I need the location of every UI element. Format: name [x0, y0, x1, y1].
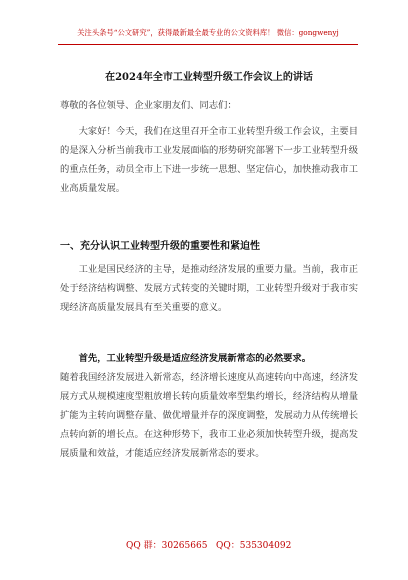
point1-paragraph — [60, 349, 358, 463]
footer-qq-group: QQ 群：30265665 — [126, 541, 208, 551]
header-banner: 关注头条号“公文研究”，获得最新最全最专业的公文资料库！ 微信：gongwenyj — [77, 28, 339, 37]
section-heading-1: 一、充分认识工业转型升级的重要性和紧迫性 — [60, 241, 260, 252]
intro-paragraph: 大家好！今天，我们在这里召开全市工业转型升级工作会议，主要目的是深入分析当前我市工业发展面临的形势研究部署下一步工业转型升级的重点任务，动员全市上下进一步统一思想、坚定信心，加快推动我市工业高质量发展。 — [60, 126, 358, 194]
point1-lead: 首先，工业转型升级是适应经济发展新常态的必然要求。 — [78, 353, 312, 364]
salutation: 尊敬的各位领导、企业家朋友们、同志们： — [60, 100, 237, 111]
point1-body: 随着我国经济发展进入新常态，经济增长速度从高速转向中高速，经济发展方式从规模速度型粗放增长转向质量效率型集约增长，经济结构从增量扩能为主转向调整存量、做优增量并存的深度调整，发展动力从传统增长点转向新的增长点。在这种形势下，我市工业必须加快转型升级，提高发展质量和效益，才能适应经济发展新常态的要求。 — [60, 372, 358, 459]
header-divider — [58, 44, 358, 45]
footer-qq: QQ：535304092 — [216, 541, 292, 551]
document-title: 在2024年全市工业转型升级工作会议上的讲话 — [105, 72, 313, 83]
section1-paragraph: 工业是国民经济的主导，是推动经济发展的重要力量。当前，我市正处于经济结构调整、发展方式转变的关键时期，工业转型升级对于我市实现经济高质量发展具有至关重要的意义。 — [60, 264, 358, 313]
